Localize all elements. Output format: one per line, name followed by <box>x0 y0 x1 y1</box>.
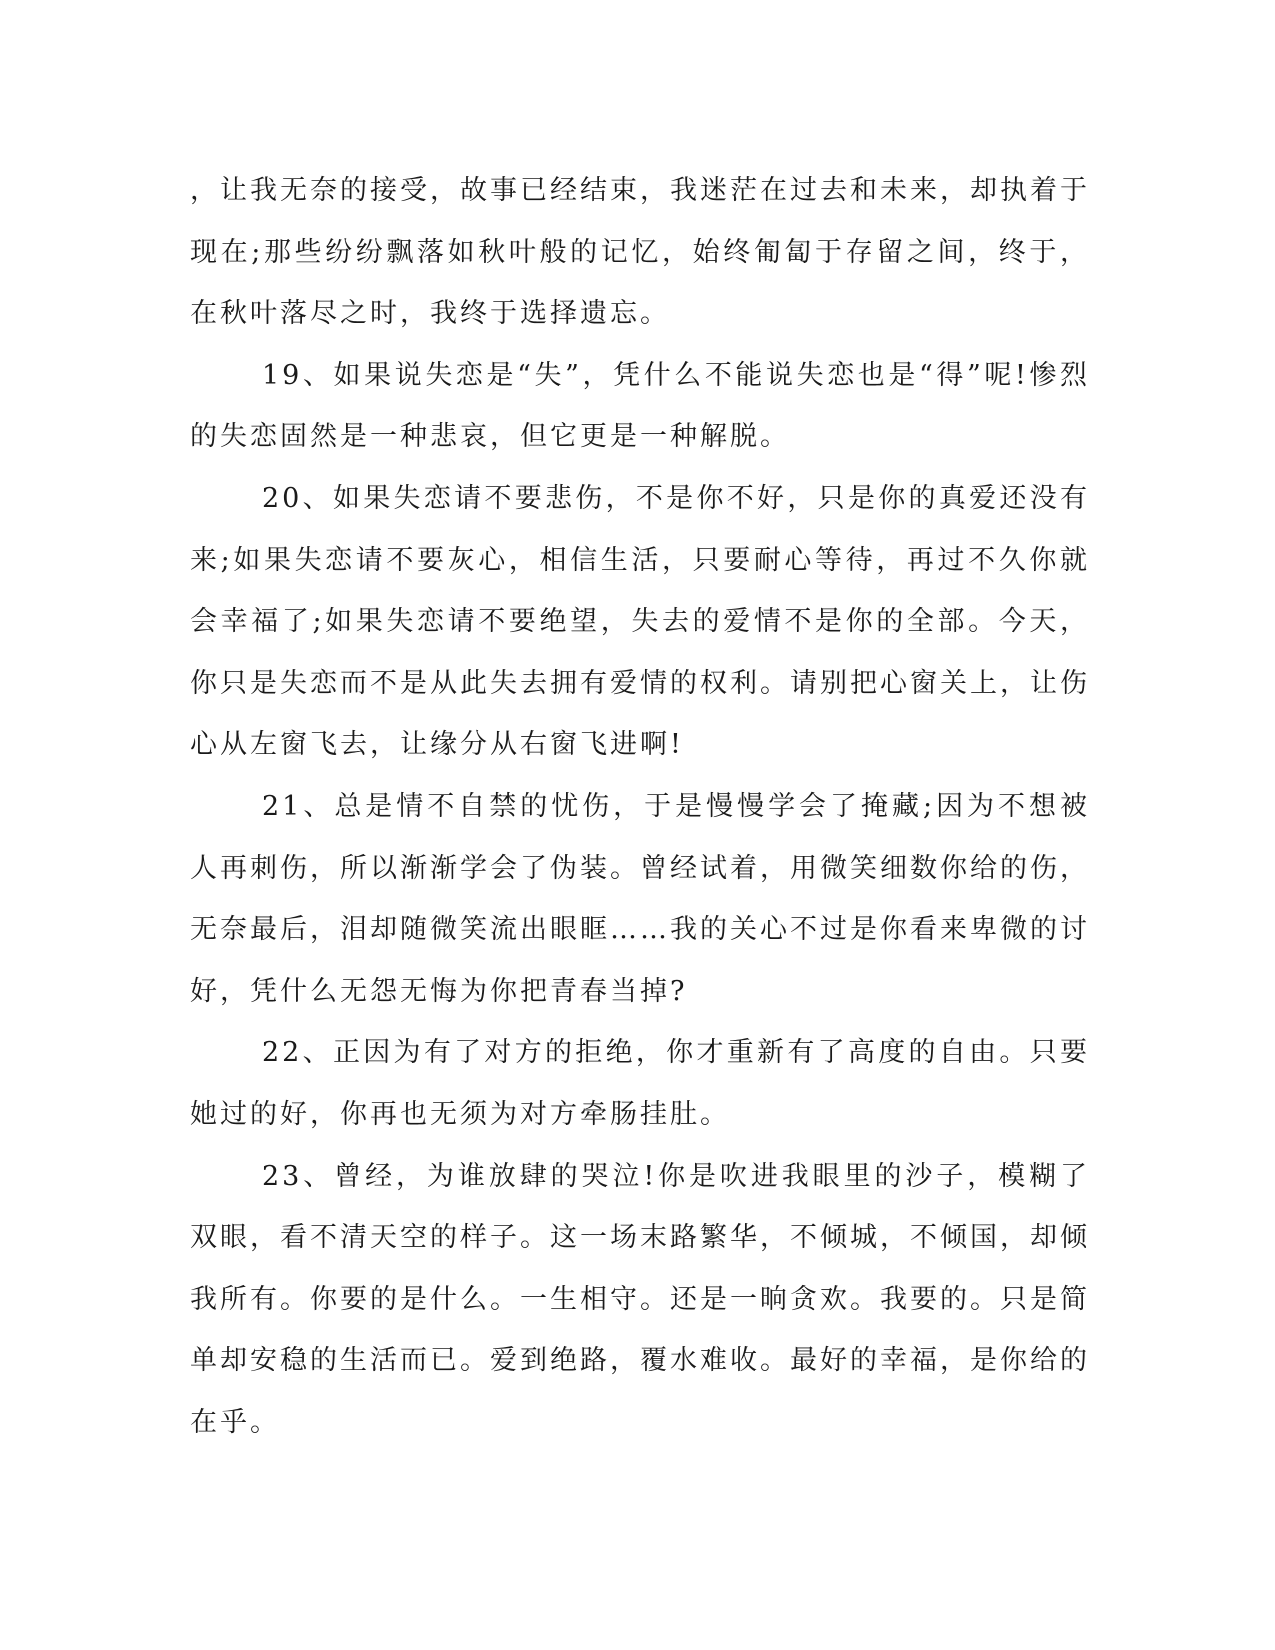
paragraph-21: 21、总是情不自禁的忧伤，于是慢慢学会了掩藏;因为不想被人再刺伤，所以渐渐学会了伪装。曾经试着，用微笑细数你给的伤，无奈最后，泪却随微笑流出眼眶……我的关心不过是你看来卑微的讨好，凭什么无怨无悔为你把青春当掉? <box>190 790 1090 1007</box>
paragraph-23: 23、曾经，为谁放肆的哭泣!你是吹进我眼里的沙子，模糊了双眼，看不清天空的样子。这一场末路繁华，不倾城，不倾国，却倾我所有。你要的是什么。一生相守。还是一晌贪欢。我要的。只是简单却安稳的生活而已。爱到绝路，覆水难收。最好的幸福，是你给的在乎。 <box>190 1160 1090 1438</box>
paragraph-20: 20、如果失恋请不要悲伤，不是你不好，只是你的真爱还没有来;如果失恋请不要灰心，相信生活，只要耐心等待，再过不久你就会幸福了;如果失恋请不要绝望，失去的爱情不是你的全部。今天，你只是失恋而不是从此失去拥有爱情的权利。请别把心窗关上，让伤心从左窗飞去，让缘分从右窗飞进啊! <box>190 482 1090 761</box>
paragraph-19: 19、如果说失恋是“失”，凭什么不能说失恋也是“得”呢!惨烈的失恋固然是一种悲哀，但它更是一种解脱。 <box>190 359 1090 453</box>
document-body <box>190 160 1090 1453</box>
paragraph-continued: ，让我无奈的接受，故事已经结束，我迷茫在过去和未来，却执着于现在;那些纷纷飘落如秋叶般的记忆，始终匍匐于存留之间，终于，在秋叶落尽之时，我终于选择遗忘。 <box>190 175 1090 330</box>
paragraph-22: 22、正因为有了对方的拒绝，你才重新有了高度的自由。只要她过的好，你再也无须为对方牵肠挂肚。 <box>190 1037 1090 1130</box>
